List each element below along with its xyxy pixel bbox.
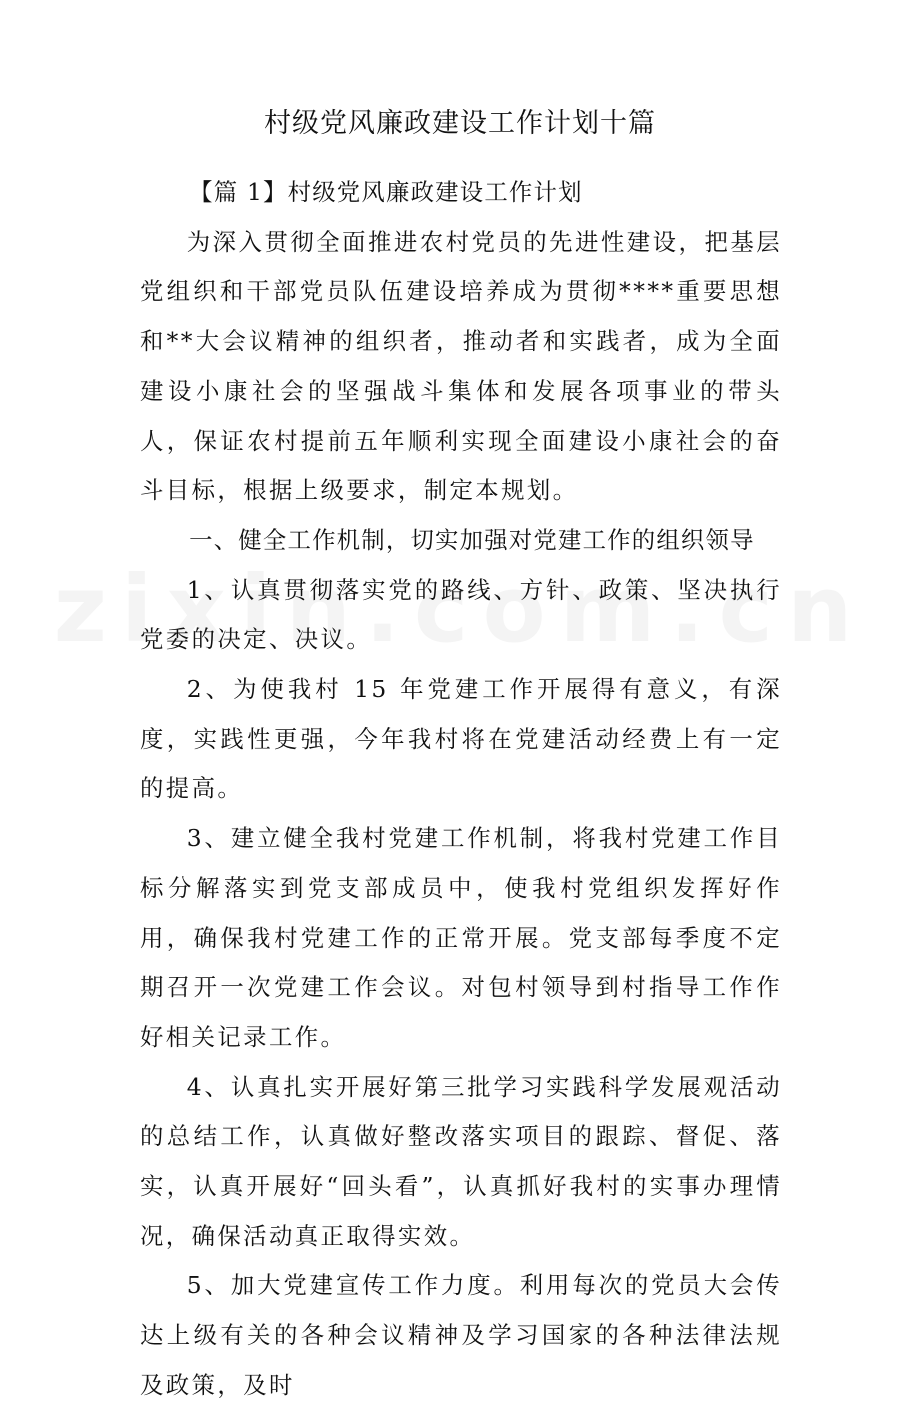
list-paragraph-3: 3、建立健全我村党建工作机制，将我村党建工作目标分解落实到党支部成员中，使我村党组织发挥好作用，确保我村党建工作的正常开展。党支部每季度不定期召开一次党建工作会议。对包村领导到村指导工作作好相关记录工作。 [140, 824, 782, 1051]
list-paragraph-4: 4、认真扎实开展好第三批学习实践科学发展观活动的总结工作，认真做好整改落实项目的跟踪、督促、落实，认真开展好“回头看”，认真抓好我村的实事办理情况，确保活动真正取得实效。 [140, 1072, 782, 1250]
subsection-heading: 一、健全工作机制，切实加强对党建工作的组织领导 [189, 525, 755, 554]
section-heading: 【篇 1】村级党风廉政建设工作计划 [189, 178, 583, 206]
intro-paragraph: 为深入贯彻全面推进农村党员的先进性建设，把基层党组织和干部党员队伍建设培养成为贯彻****重要思想和**大会议精神的组织者，推动者和实践者，成为全面建设小康社会的坚强战斗集体和发展各项事业的带头人，保证农村提前五年顺利实现全面建设小康社会的奋斗目标，根据上级要求，制定本规划。 [140, 227, 782, 505]
list-paragraph-2: 2、为使我村 15 年党建工作开展得有意义，有深度，实践性更强，今年我村将在党建活动经费上有一定的提高。 [140, 675, 782, 803]
list-paragraph-1: 1、认真贯彻落实党的路线、方针、政策、坚决执行党委的决定、决议。 [140, 575, 782, 654]
list-paragraph-5: 5、加大党建宣传工作力度。利用每次的党员大会传达上级有关的各种会议精神及学习国家的各种法律法规及政策，及时 [140, 1271, 782, 1399]
document-title: 村级党风廉政建设工作计划十篇 [264, 108, 656, 139]
document-body [140, 168, 782, 1411]
